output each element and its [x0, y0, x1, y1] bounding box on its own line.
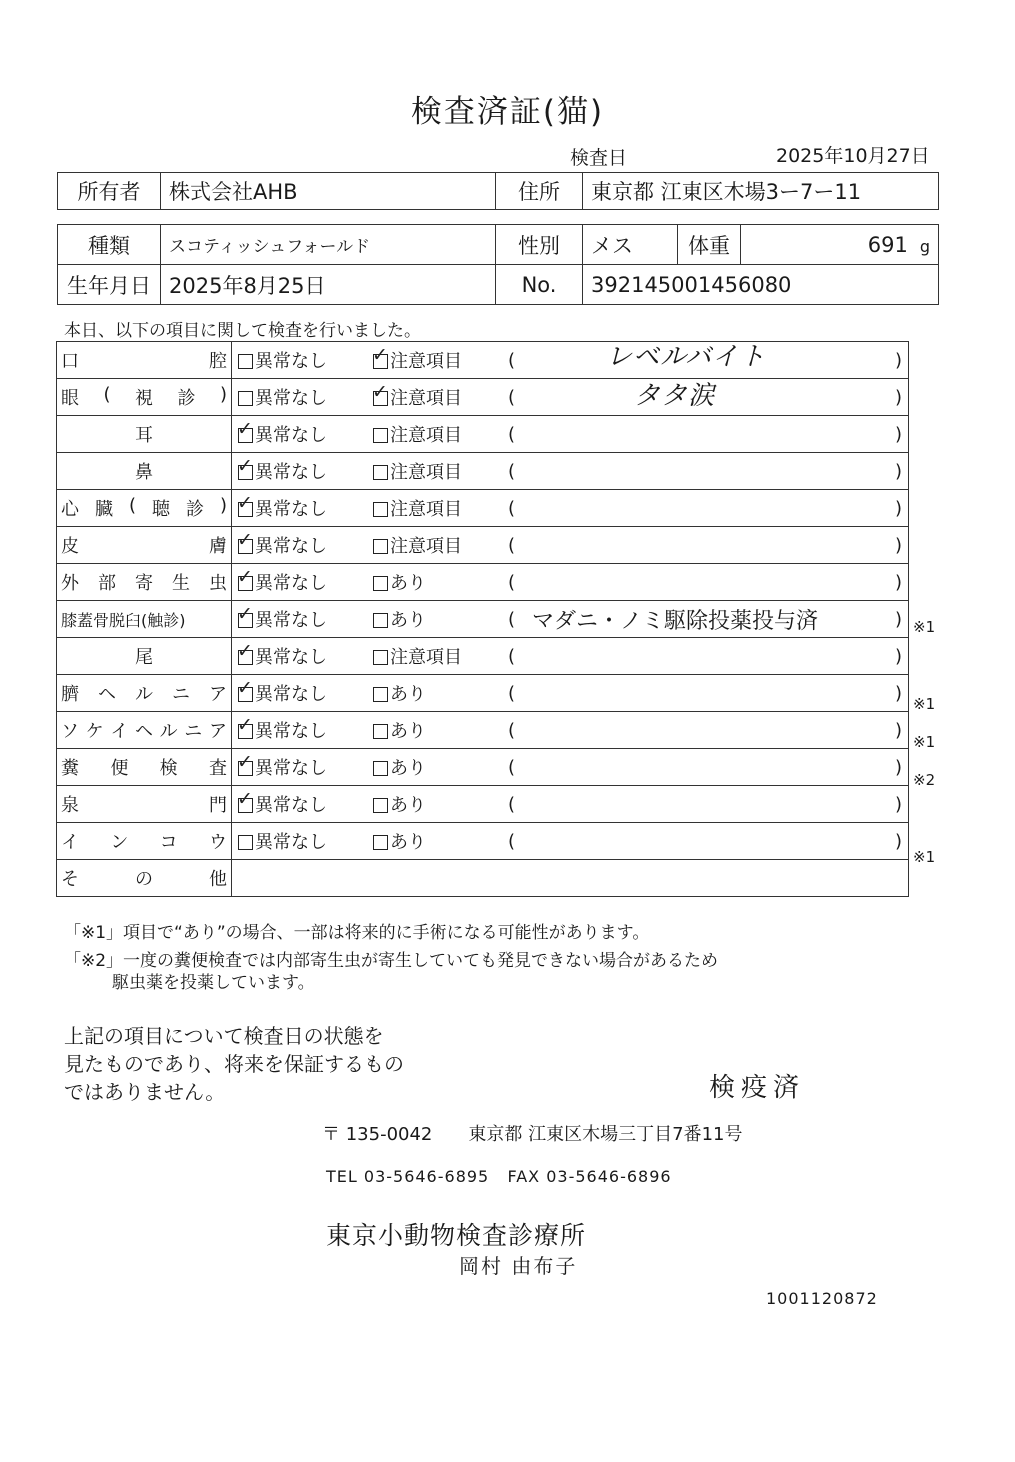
- check-mark-icon: ✓: [237, 787, 253, 810]
- checkbox-attention[interactable]: [373, 717, 426, 743]
- footnote-1: 「※1」項目で“あり”の場合、一部は将来的に手術になる可能性があります。: [64, 923, 650, 943]
- paren-close: ): [894, 349, 902, 371]
- checkbox-normal[interactable]: [237, 602, 327, 632]
- check-mark-icon: ✓: [237, 417, 253, 440]
- checkbox-normal[interactable]: [237, 417, 327, 447]
- checkbox-icon: [238, 391, 253, 406]
- address-label: 住所: [496, 173, 583, 210]
- paren-open: (: [508, 608, 516, 630]
- checkbox-label: あり: [390, 832, 426, 853]
- row-label: [57, 527, 232, 564]
- checkbox-attention[interactable]: [373, 569, 426, 595]
- row-label: [57, 379, 232, 416]
- checkbox-label: あり: [390, 758, 426, 779]
- row-label: [57, 749, 232, 786]
- row-options: [232, 601, 909, 638]
- checkbox-icon: [373, 687, 388, 702]
- owner-name: 株式会社AHB: [161, 173, 496, 210]
- checkbox-attention[interactable]: [373, 606, 426, 632]
- table-row: [57, 601, 909, 638]
- checkbox-icon: [373, 761, 388, 776]
- checkbox-label: 異常なし: [255, 388, 327, 409]
- owner-table: [57, 172, 939, 210]
- fax-number: FAX 03-5646-6896: [507, 1167, 672, 1186]
- row-options: [232, 712, 909, 749]
- weight-unit: g: [919, 236, 930, 256]
- handwritten-note: レベルバイト: [606, 342, 767, 372]
- checkbox-attention[interactable]: [373, 495, 462, 521]
- intro-text: 本日、以下の項目に関して検査を行いました。: [64, 321, 421, 341]
- postal-code: 〒 135-0042: [322, 1124, 433, 1145]
- quarantine-stamp: 検疫済: [709, 1073, 806, 1103]
- checkbox-attention[interactable]: [373, 791, 426, 817]
- clinic-address: 東京都 江東区木場三丁目7番11号: [468, 1124, 743, 1145]
- paren-open: (: [508, 645, 516, 667]
- checkbox-icon: [238, 354, 253, 369]
- checkbox-icon: [373, 835, 388, 850]
- checkbox-label: 異常なし: [255, 351, 327, 372]
- paren-close: ): [894, 386, 902, 408]
- checkbox-normal[interactable]: [237, 528, 327, 558]
- checkbox-label: 異常なし: [255, 425, 327, 446]
- row-options: [232, 527, 909, 564]
- row-label-text: そ の 他: [61, 869, 227, 890]
- checkbox-label: 異常なし: [255, 684, 327, 705]
- row-options: [232, 379, 909, 416]
- checkbox-attention[interactable]: [373, 680, 426, 706]
- checkbox-icon: [372, 380, 388, 406]
- checkbox-label: 異常なし: [255, 499, 327, 520]
- inspection-table: [56, 341, 909, 897]
- checkbox-icon: [237, 417, 253, 443]
- row-label-text: 鼻: [135, 462, 153, 483]
- checkbox-label: 異常なし: [255, 610, 327, 631]
- reference-mark: ※1: [913, 847, 936, 866]
- table-row: [57, 675, 909, 712]
- table-row: [57, 860, 909, 897]
- checkbox-normal[interactable]: [237, 676, 327, 706]
- checkbox-icon: [237, 787, 253, 813]
- table-row: [57, 416, 909, 453]
- row-label-text: 臍 ヘ ル ニ ア: [61, 684, 227, 705]
- paren-close: ): [894, 719, 902, 741]
- paren-close: ): [894, 423, 902, 445]
- checkbox-icon: [238, 835, 253, 850]
- checkbox-label: 異常なし: [255, 758, 327, 779]
- checkbox-icon: [237, 750, 253, 776]
- row-options: [232, 749, 909, 786]
- paren-close: ): [894, 534, 902, 556]
- checkbox-label: あり: [390, 610, 426, 631]
- row-label: [57, 416, 232, 453]
- checkbox-icon: [372, 343, 388, 369]
- paren-open: (: [508, 386, 516, 408]
- paren-open: (: [508, 571, 516, 593]
- checkbox-label: 異常なし: [255, 462, 327, 483]
- checkbox-attention[interactable]: [372, 343, 462, 373]
- checkbox-normal[interactable]: [237, 787, 327, 817]
- clinic-name: 東京小動物検査診療所: [326, 1221, 587, 1250]
- checkbox-label: 異常なし: [255, 573, 327, 594]
- row-label-text: 耳: [135, 425, 153, 446]
- checkbox-icon: [237, 602, 253, 628]
- checkbox-icon: [373, 613, 388, 628]
- checkbox-normal[interactable]: [237, 454, 327, 484]
- paren-open: (: [508, 830, 516, 852]
- address-value: 東京都 江東区木場3ー7ー11: [583, 173, 939, 210]
- checkbox-icon: [237, 528, 253, 554]
- paren-open: (: [508, 719, 516, 741]
- table-row: [57, 342, 909, 379]
- reference-mark: ※1: [913, 733, 936, 751]
- table-row: [57, 379, 909, 416]
- checkbox-attention[interactable]: [373, 828, 426, 854]
- checkbox-label: 注意項目: [390, 351, 462, 372]
- checkbox-icon: [373, 428, 388, 443]
- check-mark-icon: ✓: [237, 565, 253, 588]
- table-row: [57, 638, 909, 675]
- check-mark-icon: ✓: [237, 676, 253, 699]
- checkbox-normal[interactable]: [238, 384, 327, 410]
- row-options: [232, 638, 909, 675]
- birth-value: 2025年8月25日: [161, 265, 496, 305]
- row-note: マダニ・ノミ駆除投薬投与済: [532, 608, 819, 634]
- table-row: [57, 786, 909, 823]
- row-options: [232, 786, 909, 823]
- weight-label: 体重: [678, 225, 741, 265]
- serial-number: 1001120872: [766, 1289, 878, 1308]
- row-options: [232, 675, 909, 712]
- checkbox-icon: [373, 798, 388, 813]
- check-mark-icon: ✓: [237, 491, 253, 514]
- sex-value: メス: [583, 225, 678, 265]
- checkbox-label: 注意項目: [390, 536, 462, 557]
- paren-close: ): [894, 830, 902, 852]
- row-label: [57, 453, 232, 490]
- checkbox-attention[interactable]: [373, 643, 462, 669]
- checkbox-icon: [373, 650, 388, 665]
- paren-open: (: [508, 756, 516, 778]
- checkbox-normal[interactable]: [237, 713, 327, 743]
- checkbox-label: 異常なし: [255, 647, 327, 668]
- no-label: No.: [496, 265, 583, 305]
- row-label: [57, 823, 232, 860]
- checkbox-normal[interactable]: [238, 828, 327, 854]
- row-label-text: 膝蓋骨脱臼(触診): [61, 610, 186, 630]
- row-label-text: 心 臓 ( 聴 診 ): [61, 495, 227, 520]
- paren-open: (: [508, 534, 516, 556]
- row-label: [57, 342, 232, 379]
- kind-value: スコティッシュフォールド: [161, 225, 496, 265]
- checkbox-label: 異常なし: [255, 832, 327, 853]
- row-options: [232, 564, 909, 601]
- checkbox-attention[interactable]: [373, 532, 462, 558]
- checkbox-attention[interactable]: [373, 754, 426, 780]
- checkbox-label: 異常なし: [255, 795, 327, 816]
- table-row: [57, 564, 909, 601]
- document-title: 検査済証(猫): [410, 94, 605, 130]
- checkbox-icon: [373, 502, 388, 517]
- checkbox-icon: [373, 465, 388, 480]
- kind-label: 種類: [58, 225, 161, 265]
- statement-line: ではありません。: [64, 1080, 226, 1104]
- owner-label: 所有者: [58, 173, 161, 210]
- checkbox-label: 異常なし: [255, 721, 327, 742]
- row-label: [57, 786, 232, 823]
- paren-open: (: [508, 497, 516, 519]
- reference-mark: ※1: [913, 694, 936, 713]
- checkbox-icon: [237, 639, 253, 665]
- sex-label: 性別: [496, 225, 583, 265]
- weight-value: 691: [867, 232, 908, 257]
- checkbox-icon: [237, 676, 253, 702]
- paren-close: ): [894, 793, 902, 815]
- row-label-text: 眼 ( 視 診 ): [61, 384, 227, 409]
- row-label-text: 糞 便 検 査: [61, 758, 227, 779]
- row-options: [232, 453, 909, 490]
- row-options: [232, 342, 909, 379]
- footnote-2-cont: 駆虫薬を投薬しています。: [112, 973, 315, 993]
- handwritten-note: タタ涙: [634, 381, 716, 411]
- checkbox-icon: [373, 576, 388, 591]
- checkbox-normal[interactable]: [237, 491, 327, 521]
- check-mark-icon: ✓: [372, 380, 388, 403]
- reference-mark: ※1: [913, 618, 936, 637]
- row-options: [232, 860, 909, 897]
- check-mark-icon: ✓: [237, 713, 253, 736]
- reference-mark: ※2: [913, 771, 936, 790]
- row-label: [57, 564, 232, 601]
- statement-line: 上記の項目について検査日の状態を: [64, 1024, 384, 1048]
- checkbox-label: あり: [390, 684, 426, 705]
- inspection-date: 2025年10月27日: [776, 145, 930, 167]
- checkbox-icon: [373, 724, 388, 739]
- row-label: [57, 490, 232, 527]
- checkbox-label: 注意項目: [390, 388, 462, 409]
- checkbox-normal[interactable]: [237, 639, 327, 669]
- checkbox-attention[interactable]: [372, 380, 462, 410]
- paren-open: (: [508, 423, 516, 445]
- check-mark-icon: ✓: [372, 343, 388, 366]
- clinic-address-line: [322, 1120, 742, 1146]
- checkbox-icon: [237, 491, 253, 517]
- tel-number: TEL 03-5646-6895: [326, 1167, 490, 1186]
- table-row: [57, 453, 909, 490]
- row-label: [57, 712, 232, 749]
- footnote-2: 「※2」一度の糞便検査では内部寄生虫が寄生していても発見できない場合があるため: [64, 951, 719, 971]
- paren-close: ): [894, 608, 902, 630]
- paren-close: ): [894, 497, 902, 519]
- paren-open: (: [508, 460, 516, 482]
- checkbox-label: 注意項目: [390, 647, 462, 668]
- row-options: [232, 490, 909, 527]
- checkbox-label: 注意項目: [390, 462, 462, 483]
- paren-close: ): [894, 756, 902, 778]
- row-options: [232, 823, 909, 860]
- checkbox-icon: [237, 565, 253, 591]
- check-mark-icon: ✓: [237, 528, 253, 551]
- checkbox-normal[interactable]: [237, 750, 327, 780]
- paren-close: ): [894, 571, 902, 593]
- row-label-text: ソ ケ イ ヘ ル ニ ア: [61, 721, 227, 742]
- statement-line: 見たものであり、将来を保証するもの: [64, 1052, 404, 1076]
- no-value: 392145001456080: [583, 265, 939, 305]
- inspection-date-label: 検査日: [570, 147, 628, 169]
- birth-label: 生年月日: [58, 265, 161, 305]
- paren-close: ): [894, 682, 902, 704]
- checkbox-label: あり: [390, 573, 426, 594]
- checkbox-label: あり: [390, 721, 426, 742]
- pet-table: [57, 224, 939, 305]
- check-mark-icon: ✓: [237, 639, 253, 662]
- checkbox-attention[interactable]: [373, 458, 462, 484]
- row-label-text: 外 部 寄 生 虫: [61, 573, 227, 594]
- statement: [64, 1022, 404, 1106]
- checkbox-normal[interactable]: [238, 347, 327, 373]
- row-label: [57, 860, 232, 897]
- paren-open: (: [508, 349, 516, 371]
- row-label-text: 皮 膚: [61, 536, 227, 557]
- row-label-text: 泉 門: [61, 795, 227, 816]
- table-row: [57, 490, 909, 527]
- check-mark-icon: ✓: [237, 602, 253, 625]
- row-options: [232, 416, 909, 453]
- paren-open: (: [508, 793, 516, 815]
- checkbox-label: 異常なし: [255, 536, 327, 557]
- contact-line: [326, 1167, 672, 1186]
- checkbox-attention[interactable]: [373, 421, 462, 447]
- row-label-text: イ ン コ ウ: [61, 832, 227, 853]
- checkbox-label: あり: [390, 795, 426, 816]
- row-label: [57, 675, 232, 712]
- row-label: [57, 638, 232, 675]
- checkbox-icon: [237, 713, 253, 739]
- paren-close: ): [894, 460, 902, 482]
- paren-open: (: [508, 682, 516, 704]
- table-row: [57, 527, 909, 564]
- table-row: [57, 712, 909, 749]
- doctor-name: 岡村 由布子: [459, 1254, 578, 1278]
- table-row: [57, 749, 909, 786]
- checkbox-icon: [237, 454, 253, 480]
- check-mark-icon: ✓: [237, 750, 253, 773]
- check-mark-icon: ✓: [237, 454, 253, 477]
- paren-close: ): [894, 645, 902, 667]
- table-row: [57, 823, 909, 860]
- checkbox-label: 注意項目: [390, 425, 462, 446]
- checkbox-icon: [373, 539, 388, 554]
- checkbox-normal[interactable]: [237, 565, 327, 595]
- checkbox-label: 注意項目: [390, 499, 462, 520]
- row-label: [57, 601, 232, 638]
- row-label-text: 口 腔: [61, 351, 227, 372]
- row-label-text: 尾: [135, 647, 153, 668]
